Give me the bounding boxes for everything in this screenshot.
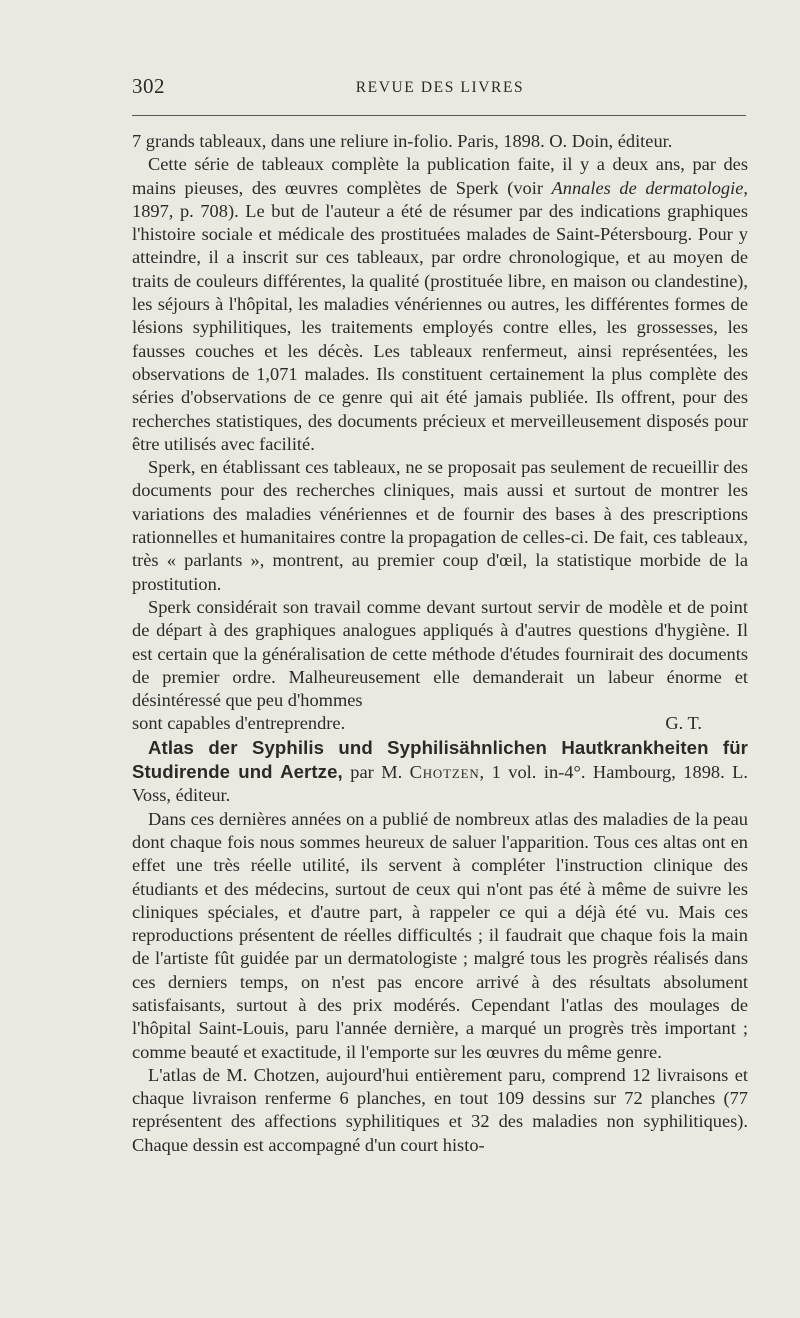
paragraph-text: Cette série de tableaux complète la publication faite, il y a deux ans, par des mains pieuses, des œuvres complètes de Sperk (voir <box>132 154 748 198</box>
paragraph-text: Dans ces dernières années on a publié de nombreux atlas des maladies de la peau dont chaque fois nous sommes heureux de saluer l'apparition. Tous ces altas ont en effet une très réelle utilité, ils servent à compléter l'instruction clinique des étudiants et des médecins, surtout de ceux qui n'ont pas été à même de suivre les cliniques spéciales, et d'autre part, à rappeler ce qui a déjà été vu. Mais ces reproductions présentent de réelles difficultés ; il faudrait que chaque fois la main de l'artiste fût guidée par un dermatologiste ; malgré tous les progrès réalisés dans ces derniers temps, on n'est pas encore arrivé à des résultats absolument satisfaisants, surtout à des prix modérés. Cependant l'atlas des moulages de l'hôpital Saint-Louis, paru l'année dernière, a marqué un progrès très important ; comme beauté et exactitude, il l'emporte sur les œuvres du même genre. <box>132 808 748 1062</box>
page-header <box>132 74 748 104</box>
article-body <box>132 130 748 1157</box>
book-title: Atlas der Syphilis und Syphilisähnlichen Hautkrankheiten für Studirende und Aertze, <box>132 736 748 783</box>
continuation-line: 7 grands tableaux, dans une reliure in-folio. Paris, 1898. O. Doin, éditeur. <box>132 131 673 151</box>
paragraph-sperk-purpose <box>132 456 748 596</box>
review-heading <box>132 736 748 808</box>
paragraph-chotzen-atlas <box>132 1064 748 1157</box>
paragraph-sperk-model <box>132 596 748 712</box>
journal-title: Annales de dermatologie <box>551 177 744 198</box>
paragraph-text: Sperk considérait son travail comme devant surtout servir de modèle et de point de départ à des graphiques analogues appliqués à d'autres questions d'hygiène. Il est certain que la généralisation de cette méthode d'études fournirait des documents de premier ordre. Malheureusement elle demanderait un labeur énorme et désintéressé que peu d'hommes <box>132 596 748 711</box>
running-head: REVUE DES LIVRES <box>355 79 525 96</box>
publication-details: , 1 vol. in-4°. Hambourg, 1898. L. Voss, éditeur. <box>132 762 748 806</box>
paragraph-last-line: sont capables d'entreprendre. <box>132 713 346 734</box>
paragraph-atlases <box>132 808 748 1064</box>
paragraph-text: , 1897, p. 708). Le but de l'auteur a été de résumer par des indications graphiques l'histoire sociale et médicale des prostituées malades de Saint-Pétersbourg. Pour y atteindre, il a inscrit sur ces tableaux, par ordre chronologique, et au moyen de traits de couleurs différentes, la qualité (prostituée libre, en maison ou clandestine), les séjours à l'hôpital, les maladies vénériennes ou autres, les différentes formes de lésions syphilitiques, les traitements employés contre elles, les grossesses, les fausses couches et les décès. Les tableaux renfermeut, ainsi représentées, les observations de 1,071 malades. Ils constituent certainement la plus complète des séries d'observations de ce genre qui ait été jamais publiée. Ils offrent, pour des recherches statistiques, des documents précieux et merveilleusement disposés pour être utilisés avec facilité. <box>132 177 748 454</box>
reviewer-signature: G. T. <box>665 713 702 734</box>
paragraph-continuation <box>132 130 748 153</box>
paragraph-text: Sperk, en établissant ces tableaux, ne se proposait pas seulement de recueillir des documents pour des recherches cliniques, mais aussi et surtout de montrer les variations des maladies vénériennes et de fournir des bases à des prescriptions rationnelles et humanitaires contre la propagation de celles-ci. De fait, ces tableaux, très « parlants », montrent, au premier coup d'œil, la statistique morbide de la prostitution. <box>132 457 748 594</box>
page-number: 302 <box>132 74 165 98</box>
review-by: par M. <box>342 762 410 783</box>
paragraph-series-description <box>132 153 748 456</box>
book-author: Chotzen <box>409 762 480 783</box>
signature-line <box>132 712 748 735</box>
paragraph-text: L'atlas de M. Chotzen, aujourd'hui entièrement paru, comprend 12 livraisons et chaque livraison renferme 6 planches, en tout 109 dessins sur 72 planches (77 représentent des affections syphilitiques et 32 des maladies non syphilitiques). Chaque dessin est accompagné d'un court histo- <box>132 1064 748 1155</box>
header-rule <box>132 115 746 116</box>
